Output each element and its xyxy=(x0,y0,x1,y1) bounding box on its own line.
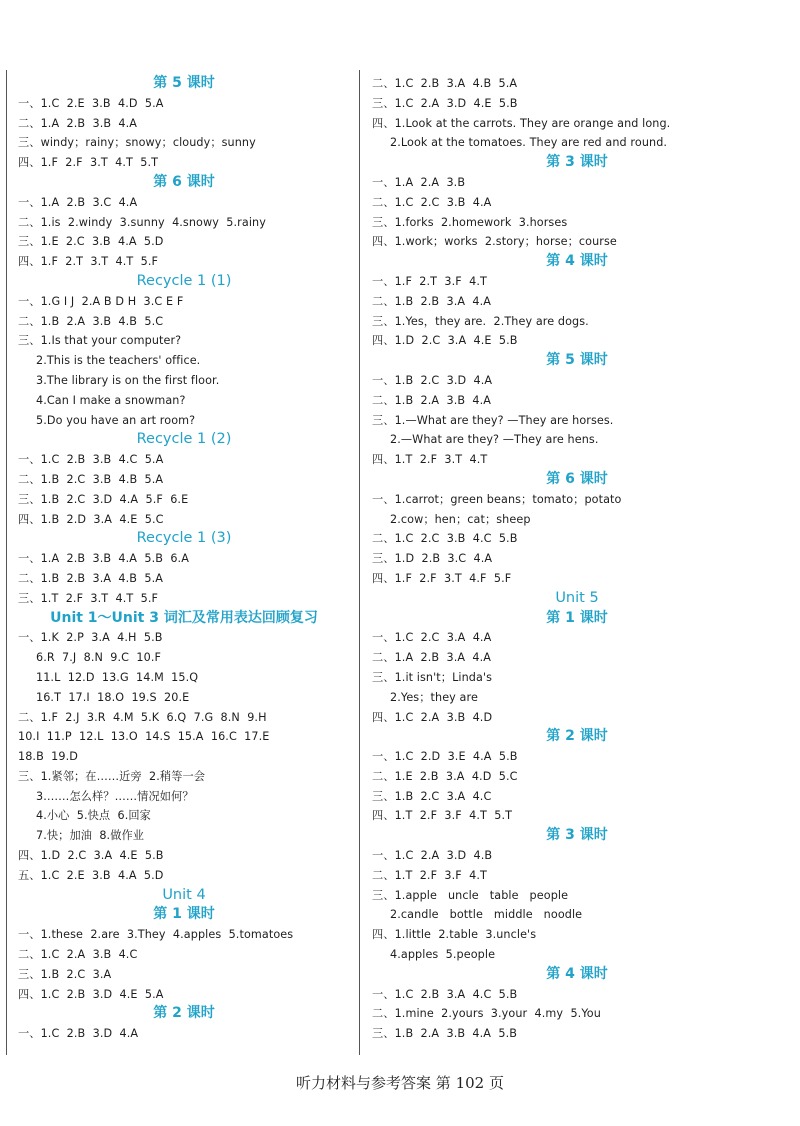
answer-line: 一、1.C 2.B 3.D 4.A xyxy=(18,1027,139,1041)
answer-line: 一、1.K 2.P 3.A 4.H 5.B xyxy=(18,631,163,645)
answer-line: 二、1.B 2.A 3.B 4.A xyxy=(372,393,492,407)
answer-line: 二、1.C 2.A 3.B 4.C xyxy=(18,948,138,962)
section-heading: 第 1 课时 xyxy=(153,906,215,923)
answer-line: 四、1.C 2.B 3.D 4.E 5.A xyxy=(18,987,164,1001)
answer-line: 10.I 11.P 12.L 13.O 14.S 15.A 16.C 17.E xyxy=(18,730,270,744)
answer-line: 三、1.B 2.C 3.A 4.C xyxy=(372,789,492,803)
answer-line: 一、1.A 2.A 3.B xyxy=(372,175,466,189)
answer-line: 二、1.A 2.B 3.A 4.A xyxy=(372,651,492,665)
section-heading: 第 1 课时 xyxy=(546,609,608,626)
answer-line: 四、1.T 2.F 3.F 4.T 5.T xyxy=(372,809,513,823)
answer-line: 一、1.A 2.B 3.C 4.A xyxy=(18,195,138,209)
answer-line: 4.小心 5.快点 6.回家 xyxy=(36,809,151,823)
answer-line: 一、1.G I J 2.A B D H 3.C E F xyxy=(18,294,184,308)
answer-line: 四、1.C 2.A 3.B 4.D xyxy=(372,710,493,724)
section-heading: 第 6 课时 xyxy=(153,173,215,190)
section-heading: 第 4 课时 xyxy=(546,253,608,270)
answer-line: 三、1.B 2.C 3.D 4.A 5.F 6.E xyxy=(18,492,189,506)
section-heading: Unit 5 xyxy=(555,589,599,606)
answer-line: 二、1.T 2.F 3.F 4.T xyxy=(372,868,487,882)
answer-line: 一、1.C 2.C 3.A 4.A xyxy=(372,631,492,645)
answer-line: 一、1.B 2.C 3.D 4.A xyxy=(372,373,493,387)
page-footer: 听力材料与参考答案 第 102 页 xyxy=(296,1074,504,1092)
answer-line: 二、1.C 2.C 3.B 4.C 5.B xyxy=(372,532,518,546)
section-heading: 第 6 课时 xyxy=(546,470,608,487)
section-heading: 第 3 课时 xyxy=(546,154,608,171)
answer-line: 2.candle bottle middle noodle xyxy=(390,908,583,922)
answer-line: 4.apples 5.people xyxy=(390,948,496,962)
answer-line: 四、1.Look at the carrots. They are orange and long. xyxy=(372,116,671,130)
section-heading: Unit 4 xyxy=(162,886,206,903)
answer-line: 四、1.D 2.C 3.A 4.E 5.B xyxy=(372,334,518,348)
answer-line: 二、1.B 2.A 3.B 4.B 5.C xyxy=(18,314,164,328)
section-heading: Unit 1～Unit 3 词汇及常用表达回顾复习 xyxy=(50,609,318,626)
right-column xyxy=(372,74,782,1044)
section-heading: Recycle 1 (3) xyxy=(136,530,232,547)
answer-line: 18.B 19.D xyxy=(18,750,78,764)
answer-line: 2.This is the teachers' office. xyxy=(36,354,201,368)
answer-line: 6.R 7.J 8.N 9.C 10.F xyxy=(36,651,162,665)
section-heading: Recycle 1 (2) xyxy=(136,431,232,448)
answer-line: 二、1.F 2.J 3.R 4.M 5.K 6.Q 7.G 8.N 9.H xyxy=(18,710,267,724)
section-heading: 第 2 课时 xyxy=(546,728,608,745)
section-heading: 第 5 课时 xyxy=(153,75,215,91)
answer-line: 一、1.carrot；green beans；tomato；potato xyxy=(372,492,622,506)
section-heading: Recycle 1 (1) xyxy=(136,272,232,289)
answer-line: 7.快；加油 8.做作业 xyxy=(36,829,145,843)
answer-line: 2.cow；hen；cat；sheep xyxy=(390,512,531,526)
answer-line: 3.The library is on the first floor. xyxy=(36,373,220,387)
answer-line: 二、1.B 2.B 3.A 4.B 5.A xyxy=(18,571,164,585)
answer-line: 二、1.B 2.C 3.B 4.B 5.A xyxy=(18,472,164,486)
answer-line: 二、1.mine 2.yours 3.your 4.my 5.You xyxy=(372,1007,601,1021)
answer-line: 三、1.Is that your computer? xyxy=(18,334,182,348)
column-divider xyxy=(359,70,360,1055)
answer-line: 五、1.C 2.E 3.B 4.A 5.D xyxy=(18,868,164,882)
answer-line: 一、1.C 2.E 3.B 4.D 5.A xyxy=(18,96,164,110)
answer-line: 二、1.C 2.C 3.B 4.A xyxy=(372,195,492,209)
answer-line: 四、1.T 2.F 3.T 4.T xyxy=(372,453,488,467)
answer-line: 三、1.apple uncle table people xyxy=(372,888,569,902)
answer-line: 三、1.Yes，they are. 2.They are dogs. xyxy=(372,314,589,328)
left-column xyxy=(18,74,350,1044)
answer-line: 三、1.D 2.B 3.C 4.A xyxy=(372,552,493,566)
answer-line: 四、1.B 2.D 3.A 4.E 5.C xyxy=(18,512,164,526)
answer-line: 三、windy；rainy；snowy；cloudy；sunny xyxy=(18,136,256,150)
answer-line: 2.Yes；they are xyxy=(390,690,478,704)
answer-line: 3.……怎么样？……情况如何？ xyxy=(36,789,194,803)
answer-line: 二、1.A 2.B 3.B 4.A xyxy=(18,116,138,130)
answer-line: 一、1.C 2.D 3.E 4.A 5.B xyxy=(372,750,518,764)
answer-line: 2.Look at the tomatoes. They are red and round. xyxy=(390,136,668,150)
answer-line: 11.L 12.D 13.G 14.M 15.Q xyxy=(36,670,199,684)
answer-line: 三、1.—What are they? —They are horses. xyxy=(372,413,614,427)
section-heading: 第 4 课时 xyxy=(546,965,608,982)
answer-line: 二、1.B 2.B 3.A 4.A xyxy=(372,294,492,308)
answer-line: 16.T 17.I 18.O 19.S 20.E xyxy=(36,690,190,704)
answer-line: 四、1.F 2.F 3.T 4.F 5.F xyxy=(372,571,512,585)
answer-line: 4.Can I make a snowman? xyxy=(36,393,186,407)
answer-line: 二、1.C 2.B 3.A 4.B 5.A xyxy=(372,77,518,90)
answer-line: 三、1.forks 2.homework 3.horses xyxy=(372,215,568,229)
answer-line: 2.—What are they? —They are hens. xyxy=(390,433,599,447)
answer-line: 二、1.is 2.windy 3.sunny 4.snowy 5.rainy xyxy=(18,215,266,229)
answer-line: 三、1.it isn't；Linda's xyxy=(372,670,493,684)
section-heading: 第 2 课时 xyxy=(153,1005,215,1022)
answer-line: 5.Do you have an art room? xyxy=(36,413,196,427)
section-heading: 第 5 课时 xyxy=(546,352,608,369)
answer-line: 三、1.T 2.F 3.T 4.T 5.F xyxy=(18,591,159,605)
answer-line: 三、1.B 2.C 3.A xyxy=(18,967,112,981)
answer-line: 二、1.E 2.B 3.A 4.D 5.C xyxy=(372,769,518,783)
left-margin-rule xyxy=(6,70,7,1055)
answer-line: 一、1.F 2.T 3.F 4.T xyxy=(372,274,487,288)
answer-line: 四、1.D 2.C 3.A 4.E 5.B xyxy=(18,849,164,863)
answer-line: 三、1.B 2.A 3.B 4.A 5.B xyxy=(372,1027,518,1041)
answer-line: 一、1.C 2.B 3.A 4.C 5.B xyxy=(372,987,518,1001)
answer-line: 四、1.little 2.table 3.uncle's xyxy=(372,928,537,942)
answer-line: 一、1.these 2.are 3.They 4.apples 5.tomatoes xyxy=(18,928,294,942)
answer-line: 三、1.E 2.C 3.B 4.A 5.D xyxy=(18,235,164,249)
answer-line: 四、1.F 2.T 3.T 4.T 5.F xyxy=(18,255,159,269)
answer-line: 四、1.work；works 2.story；horse；course xyxy=(372,235,617,249)
answer-line: 一、1.A 2.B 3.B 4.A 5.B 6.A xyxy=(18,552,189,566)
answer-line: 三、1.紧邻；在……近旁 2.稍等一会 xyxy=(18,769,206,783)
answer-line: 一、1.C 2.B 3.B 4.C 5.A xyxy=(18,453,164,467)
answer-line: 三、1.C 2.A 3.D 4.E 5.B xyxy=(372,96,518,110)
answer-line: 四、1.F 2.F 3.T 4.T 5.T xyxy=(18,156,159,170)
answer-line: 一、1.C 2.A 3.D 4.B xyxy=(372,849,493,863)
section-heading: 第 3 课时 xyxy=(546,827,608,844)
